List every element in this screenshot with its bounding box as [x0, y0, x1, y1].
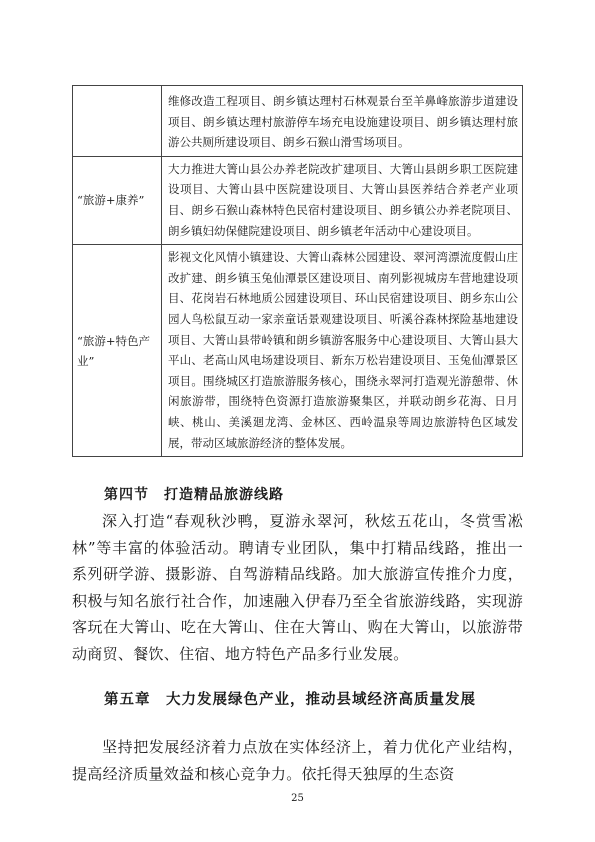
- page-number: 25: [291, 793, 304, 804]
- section-paragraph: 深入打造“春观秋沙鸭，夏游永翠河，秋炫五花山，冬赏雪凇林”等丰富的体验活动。聘请专业团队，集中打精品线路，推出一系列研学游、摄影游、自驾游精品线路。加大旅游宣传推介力度，积极与知名旅行社合作，加速融入伊春乃至全省旅游线路，实现游客玩在大箐山、吃在大箐山、住在大箐山、购在大箐山，以旅游带动商贸、餐饮、住宿、地方特色产品多行业发展。: [72, 512, 523, 663]
- section-heading: 第四节 打造精品旅游线路: [104, 487, 284, 503]
- table-row: [73, 156, 523, 244]
- row-content: 影视文化风情小镇建设、大箐山森林公园建设、翠河湾漂流度假山庄改扩建、朗乡镇玉兔仙潭景区建设项目、南列影视城房车营地建设项目、花岗岩石林地质公园建设项目、环山民宿建设项目、朗乡东山公园人鸟松鼠互动一家亲童话景观建设项目、听溪谷森林探险基地建设项目、大箐山县带岭镇和朗乡镇游客服务中心建设项目、大箐山县大平山、老高山风电场建设项目、新东万松岩建设项目、玉兔仙潭景区项目。围绕城区打造旅游服务核心，围绕永翠河打造观光游憩带、休闲旅游带，围绕特色资源打造旅游聚集区，并联动朗乡花海、日月峡、桃山、美溪廻龙湾、金林区、西岭温泉等周边旅游特色区域发展，带动区域旅游经济的整体发展。: [162, 245, 523, 457]
- row-content: 大力推进大箐山县公办养老院改扩建项目、大箐山县朗乡职工医院建设项目、大箐山县中医院建设项目、大箐山县医养结合养老产业项目、朗乡石猴山森林特色民宿村建设项目、朗乡镇公办养老院项目、朗乡镇妇幼保健院建设项目、朗乡镇老年活动中心建设项目。: [162, 156, 523, 244]
- row-content: 维修改造工程项目、朗乡镇达理村石林观景台至羊鼻峰旅游步道建设项目、朗乡镇达理村旅游停车场充电设施建设项目、朗乡镇达理村旅游公共厕所建设项目、朗乡石猴山滑雪场项目。: [162, 86, 523, 157]
- row-label: [73, 86, 162, 157]
- project-table: [72, 85, 523, 457]
- row-label: “旅游+康养”: [73, 156, 162, 244]
- table-row: [73, 245, 523, 457]
- table-row: [73, 86, 523, 157]
- chapter-heading: 第五章 大力发展绿色产业，推动县域经济高质量发展: [104, 692, 476, 708]
- row-label: “旅游+特色产业”: [73, 245, 162, 457]
- chapter-paragraph: 坚持把发展经济着力点放在实体经济上，着力优化产业结构，提高经济质量效益和核心竞争力。依托得天独厚的生态资: [72, 738, 523, 783]
